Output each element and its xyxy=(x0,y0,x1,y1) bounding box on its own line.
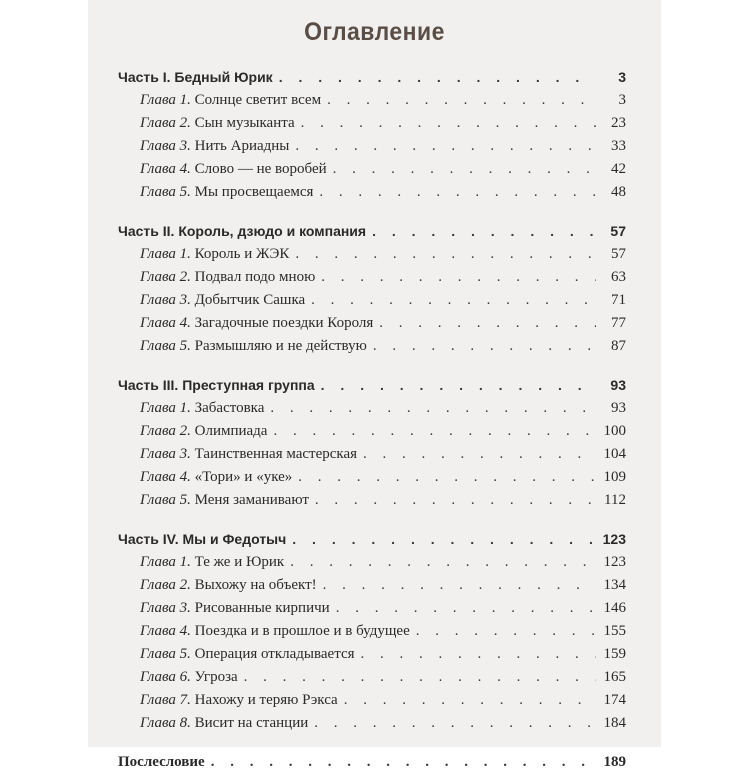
toc-chapter-row xyxy=(118,397,626,420)
page-number: 155 xyxy=(603,623,626,639)
toc-part-row xyxy=(118,528,626,551)
dot-leader xyxy=(344,689,596,712)
page-title: Оглавление xyxy=(304,18,445,46)
page-number: 63 xyxy=(611,269,626,285)
toc-chapter-row xyxy=(118,597,626,620)
page-number: 33 xyxy=(611,138,626,154)
dot-leader xyxy=(321,266,596,289)
page-number: 93 xyxy=(610,377,626,393)
chapter-entry xyxy=(140,551,284,574)
chapter-title: Таинственная мастерская xyxy=(194,446,358,462)
part-label: Часть II. Король, дзюдо и компания xyxy=(118,223,367,239)
toc-chapter-row xyxy=(118,289,626,312)
page-number: 165 xyxy=(603,669,626,685)
chapter-entry xyxy=(140,135,289,158)
chapter-entry xyxy=(140,89,321,112)
page-number: 93 xyxy=(611,400,626,416)
chapter-entry xyxy=(140,335,367,358)
dot-leader xyxy=(295,243,596,266)
page-number: 184 xyxy=(603,715,626,731)
page-number: 109 xyxy=(603,469,626,485)
chapter-number: Глава 3. xyxy=(140,600,191,616)
toc-chapter-row xyxy=(118,135,626,158)
toc-chapter-row xyxy=(118,181,626,204)
chapter-number: Глава 5. xyxy=(140,492,191,508)
toc-section xyxy=(118,528,626,735)
chapter-entry xyxy=(140,243,289,266)
page-number: 57 xyxy=(611,246,626,262)
dot-leader xyxy=(361,643,597,666)
toc-chapter-row xyxy=(118,489,626,512)
chapter-number: Глава 8. xyxy=(140,715,191,731)
dot-leader xyxy=(321,374,596,397)
chapter-title: Те же и Юрик xyxy=(194,554,285,570)
dot-leader xyxy=(298,466,596,489)
toc-chapter-row xyxy=(118,666,626,689)
chapter-number: Глава 3. xyxy=(140,292,191,308)
chapter-title: Сын музыканта xyxy=(194,115,295,131)
chapter-title: Солнце светит всем xyxy=(194,92,322,108)
toc-chapter-row xyxy=(118,551,626,574)
chapter-number: Глава 4. xyxy=(140,315,191,331)
chapter-title: Угроза xyxy=(194,669,238,685)
dot-leader xyxy=(315,489,596,512)
chapter-entry xyxy=(140,712,308,735)
page-number: 174 xyxy=(603,692,626,708)
page-number: 3 xyxy=(618,92,626,108)
toc-part-row xyxy=(118,220,626,243)
page-number: 123 xyxy=(603,554,626,570)
page-number: 189 xyxy=(603,754,626,770)
chapter-number: Глава 5. xyxy=(140,338,191,354)
chapter-entry xyxy=(140,397,264,420)
chapter-number: Глава 2. xyxy=(140,115,191,131)
toc-part-row xyxy=(118,66,626,89)
dot-leader xyxy=(292,528,596,551)
chapter-entry xyxy=(140,112,295,135)
page-number: 100 xyxy=(603,423,626,439)
toc-chapter-row xyxy=(118,158,626,181)
dot-leader xyxy=(211,751,596,774)
toc-section xyxy=(118,374,626,512)
dot-leader xyxy=(295,135,596,158)
toc-chapter-row xyxy=(118,620,626,643)
chapter-entry xyxy=(140,620,410,643)
chapter-number: Глава 7. xyxy=(140,692,191,708)
chapter-number: Глава 1. xyxy=(140,400,191,416)
chapter-entry xyxy=(140,266,315,289)
dot-leader xyxy=(373,335,596,358)
page-number: 42 xyxy=(611,161,626,177)
toc-section xyxy=(118,220,626,358)
chapter-title: Олимпиада xyxy=(194,423,268,439)
toc-chapter-row xyxy=(118,643,626,666)
toc-chapter-row xyxy=(118,712,626,735)
chapter-title: Добытчик Сашка xyxy=(194,292,306,308)
dot-leader xyxy=(363,443,596,466)
chapter-number: Глава 6. xyxy=(140,669,191,685)
dot-leader xyxy=(336,597,596,620)
chapter-number: Глава 2. xyxy=(140,269,191,285)
page-number: 23 xyxy=(611,115,626,131)
page-number: 71 xyxy=(611,292,626,308)
chapter-number: Глава 2. xyxy=(140,423,191,439)
dot-leader xyxy=(311,289,596,312)
page-number: 104 xyxy=(603,446,626,462)
chapter-entry xyxy=(140,643,355,666)
dot-leader xyxy=(372,220,596,243)
part-label: Часть IV. Мы и Федотыч xyxy=(118,531,287,547)
dot-leader xyxy=(279,66,596,89)
chapter-entry xyxy=(140,443,357,466)
chapter-title: Висит на станции xyxy=(194,715,309,731)
chapter-title: Поездка и в прошлое и в будущее xyxy=(194,623,410,639)
toc-chapter-row xyxy=(118,312,626,335)
chapter-entry xyxy=(140,466,292,489)
chapter-title: Загадочные поездки Короля xyxy=(194,315,374,331)
toc-chapter-row xyxy=(118,112,626,135)
page-number: 3 xyxy=(618,69,626,85)
dot-leader xyxy=(333,158,596,181)
chapter-number: Глава 1. xyxy=(140,92,191,108)
toc-chapter-row xyxy=(118,89,626,112)
chapter-entry xyxy=(140,158,327,181)
chapter-entry xyxy=(140,312,373,335)
chapter-title: Размышляю и не действую xyxy=(194,338,367,354)
dot-leader xyxy=(244,666,596,689)
chapter-number: Глава 5. xyxy=(140,184,191,200)
page-number: 123 xyxy=(602,531,626,547)
chapter-entry xyxy=(140,666,238,689)
chapter-title: Слово — не воробей xyxy=(194,161,327,177)
toc-section xyxy=(118,66,626,204)
toc-afterword-row xyxy=(118,751,626,774)
chapter-entry xyxy=(140,597,330,620)
toc-chapter-row xyxy=(118,574,626,597)
chapter-number: Глава 5. xyxy=(140,646,191,662)
part-label: Часть I. Бедный Юрик xyxy=(118,69,273,85)
toc-chapter-row xyxy=(118,266,626,289)
page-number: 159 xyxy=(603,646,626,662)
dot-leader xyxy=(314,712,596,735)
chapter-number: Глава 1. xyxy=(140,554,191,570)
chapter-title: Забастовка xyxy=(194,400,265,416)
toc-chapter-row xyxy=(118,243,626,266)
chapter-entry xyxy=(140,289,305,312)
dot-leader xyxy=(270,397,596,420)
chapter-number: Глава 2. xyxy=(140,577,191,593)
dot-leader xyxy=(301,112,596,135)
book-page xyxy=(88,0,661,770)
dot-leader xyxy=(327,89,596,112)
toc-chapter-row xyxy=(118,335,626,358)
dot-leader xyxy=(290,551,596,574)
dot-leader xyxy=(323,574,596,597)
chapter-title: Нить Ариадны xyxy=(194,138,290,154)
chapter-number: Глава 3. xyxy=(140,446,191,462)
chapter-entry xyxy=(140,181,313,204)
page-number: 77 xyxy=(611,315,626,331)
chapter-entry xyxy=(140,420,267,443)
chapter-number: Глава 4. xyxy=(140,623,191,639)
dot-leader xyxy=(379,312,596,335)
chapter-title: Подвал подо мною xyxy=(194,269,316,285)
toc-chapter-row xyxy=(118,420,626,443)
chapter-title: Рисованные кирпичи xyxy=(194,600,330,616)
toc-chapter-row xyxy=(118,466,626,489)
toc-chapter-row xyxy=(118,689,626,712)
page-number: 87 xyxy=(611,338,626,354)
chapter-entry xyxy=(140,689,338,712)
chapter-title: Король и ЖЭК xyxy=(194,246,290,262)
chapter-title: Нахожу и теряю Рэкса xyxy=(194,692,338,708)
afterword-label: Послесловие xyxy=(118,754,205,770)
chapter-number: Глава 4. xyxy=(140,469,191,485)
chapter-entry xyxy=(140,574,317,597)
chapter-title: Операция откладывается xyxy=(194,646,355,662)
dot-leader xyxy=(319,181,596,204)
dot-leader xyxy=(273,420,596,443)
page-number: 134 xyxy=(603,577,626,593)
chapter-number: Глава 1. xyxy=(140,246,191,262)
chapter-title: Меня заманивают xyxy=(194,492,309,508)
table-of-contents xyxy=(118,66,626,774)
chapter-title: «Тори» и «уке» xyxy=(194,469,293,485)
page-number: 48 xyxy=(611,184,626,200)
dot-leader xyxy=(416,620,596,643)
chapter-number: Глава 3. xyxy=(140,138,191,154)
page-number: 146 xyxy=(603,600,626,616)
part-label: Часть III. Преступная группа xyxy=(118,377,315,393)
toc-part-row xyxy=(118,374,626,397)
page-number: 57 xyxy=(610,223,626,239)
chapter-title: Выхожу на объект! xyxy=(194,577,317,593)
toc-chapter-row xyxy=(118,443,626,466)
chapter-number: Глава 4. xyxy=(140,161,191,177)
page-number: 112 xyxy=(604,492,626,508)
chapter-entry xyxy=(140,489,309,512)
chapter-title: Мы просвещаемся xyxy=(194,184,314,200)
